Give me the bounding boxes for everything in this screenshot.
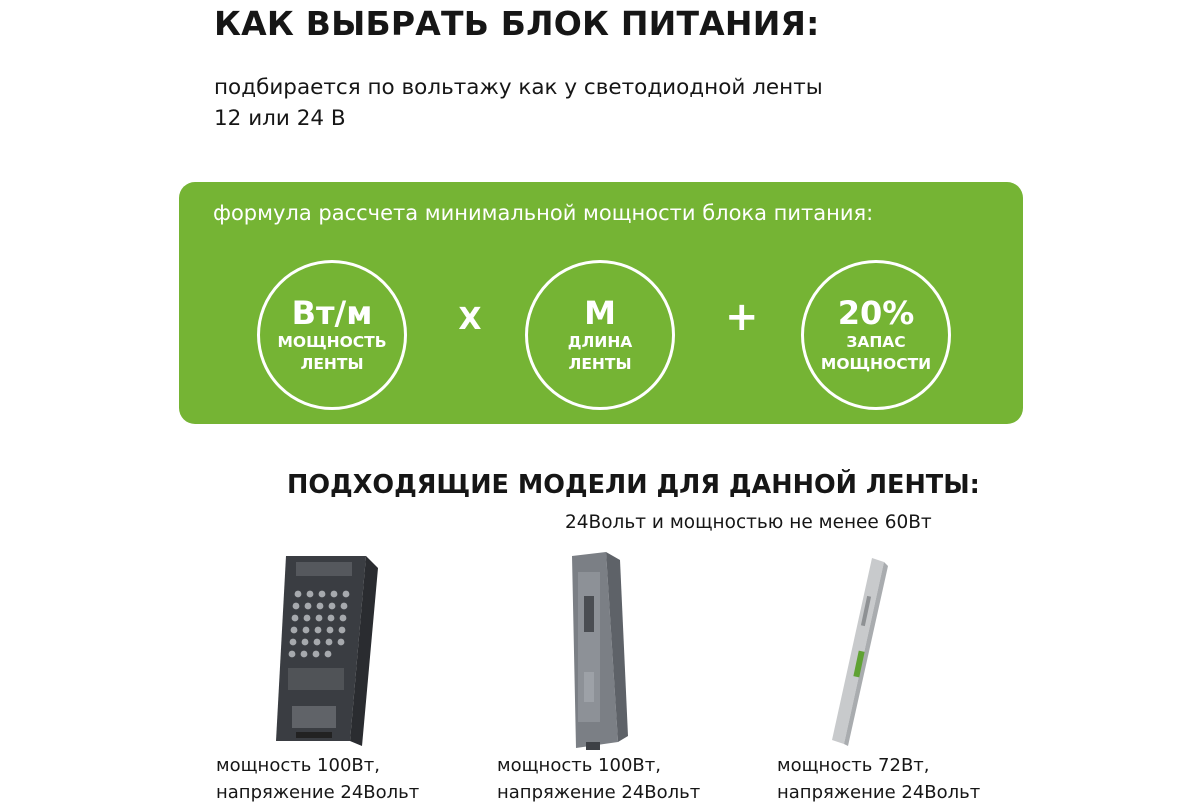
product-voltage: напряжение 24Вольт — [777, 782, 981, 803]
term-value: Вт/м — [291, 294, 373, 332]
perforated-power-supply-image — [268, 556, 378, 746]
models-subtitle: 24Вольт и мощностью не менее 60Вт — [565, 512, 932, 533]
product-voltage: напряжение 24Вольт — [216, 782, 420, 803]
product-power: мощность 100Вт, — [497, 755, 661, 776]
formula-caption: формула рассчета минимальной мощности блока питания: — [213, 201, 874, 225]
subtitle-line-1: подбирается по вольтажу как у светодиодной ленты — [214, 75, 823, 100]
slim-power-supply-image — [826, 556, 896, 746]
formula-term-power-per-meter — [257, 260, 407, 410]
term-label: МОЩНОСТЬ — [277, 333, 387, 351]
waterproof-power-supply-image — [558, 552, 638, 750]
models-title: ПОДХОДЯЩИЕ МОДЕЛИ ДЛЯ ДАННОЙ ЛЕНТЫ: — [287, 470, 980, 500]
formula-term-reserve — [801, 260, 951, 410]
term-label: МОЩНОСТИ — [820, 355, 932, 373]
term-label: ЛЕНТЫ — [568, 355, 632, 373]
product-voltage: напряжение 24Вольт — [497, 782, 701, 803]
plus-operator: + — [725, 294, 759, 340]
product-caption-1 — [216, 752, 419, 806]
term-value: 20% — [837, 294, 915, 332]
page-title: КАК ВЫБРАТЬ БЛОК ПИТАНИЯ: — [214, 4, 820, 43]
product-power: мощность 100Вт, — [216, 755, 380, 776]
multiply-operator: X — [458, 302, 482, 337]
product-power: мощность 72Вт, — [777, 755, 930, 776]
term-label: ДЛИНА — [567, 333, 633, 351]
term-value: М — [584, 294, 616, 332]
product-caption-3 — [777, 752, 980, 806]
formula-term-length — [525, 260, 675, 410]
term-label: ЗАПАС — [846, 333, 906, 351]
formula-panel — [179, 182, 1023, 424]
term-label: ЛЕНТЫ — [300, 355, 364, 373]
product-caption-2 — [497, 752, 700, 806]
subtitle-line-2: 12 или 24 В — [214, 106, 346, 131]
page-subtitle — [214, 72, 823, 134]
